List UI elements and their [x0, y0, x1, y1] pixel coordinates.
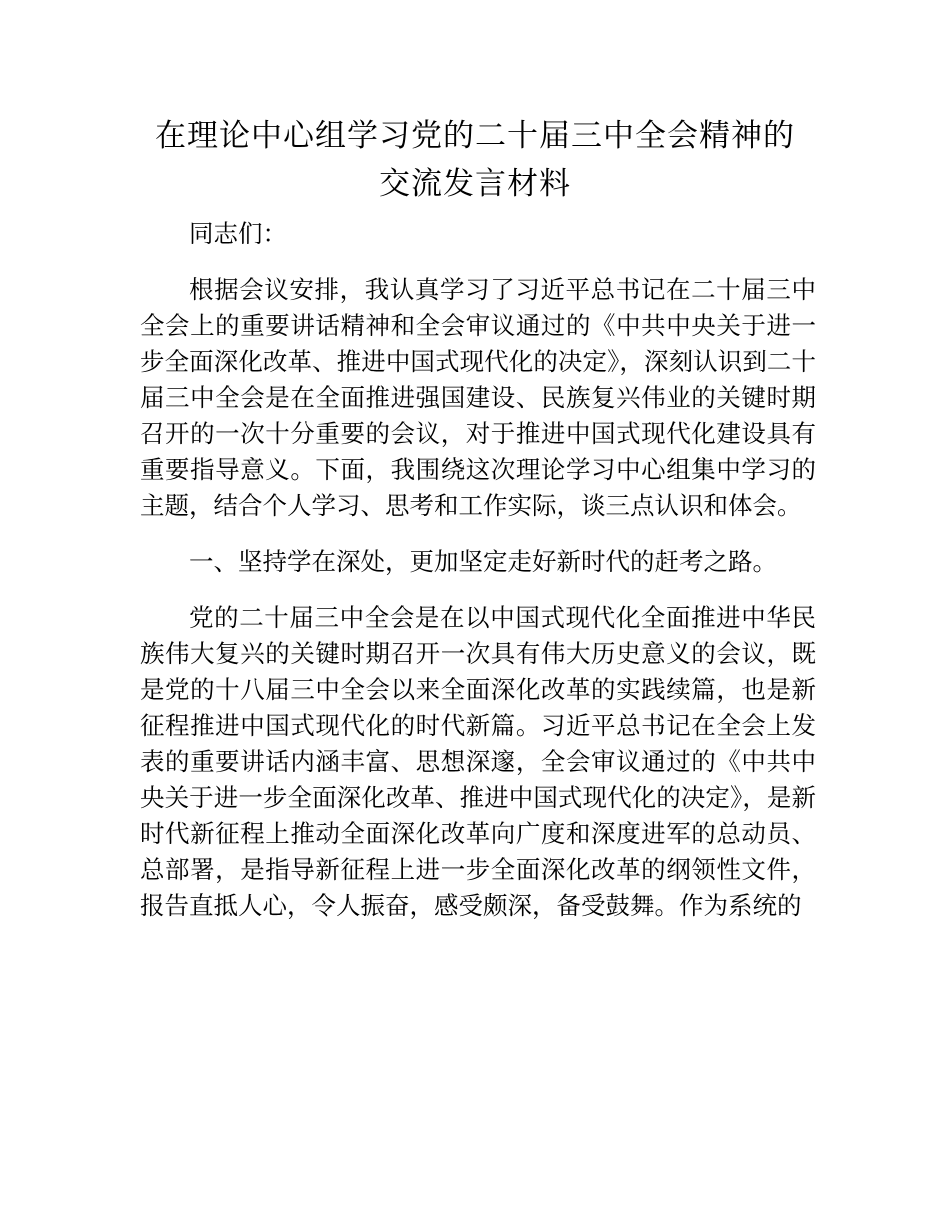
salutation: 同志们： [189, 219, 287, 248]
document-title [120, 112, 830, 208]
paragraph-section-1: 党的二十届三中全会是在以中国式现代化全面推进中华民族伟大复兴的关键时期召开一次具有伟大历史意义的会议，既是党的十八届三中全会以来全面深化改革的实践续篇，也是新征程推进中国式现代化的时代新篇。习近平总书记在全会上发表的重要讲话内涵丰富、思想深邃，全会审议通过的《中共中央关于进一步全面深化改革、推进中国式现代化的决定》，是新时代新征程上推动全面深化改革向广度和深度进军的总动员、总部署，是指导新征程上进一步全面深化改革的纲领性文件，报告直抵人心，令人振奋，感受颇深，备受鼓舞。作为系统的 [140, 603, 816, 920]
title-line-2: 交流发言材料 [379, 166, 571, 202]
paragraph-intro: 根据会议安排，我认真学习了习近平总书记在二十届三中全会上的重要讲话精神和全会审议通过的《中共中央关于进一步全面深化改革、推进中国式现代化的决定》，深刻认识到二十届三中全会是在全面推进强国建设、民族复兴伟业的关键时期召开的一次十分重要的会议，对于推进中国式现代化建设具有重要指导意义。下面，我围绕这次理论学习中心组集中学习的主题，结合个人学习、思考和工作实际，谈三点认识和体会。 [140, 275, 816, 520]
document-body [140, 216, 816, 944]
section-heading-1: 一、坚持学在深处，更加坚定走好新时代的赶考之路。 [189, 547, 777, 576]
title-line-1: 在理论中心组学习党的二十届三中全会精神的 [155, 118, 795, 154]
